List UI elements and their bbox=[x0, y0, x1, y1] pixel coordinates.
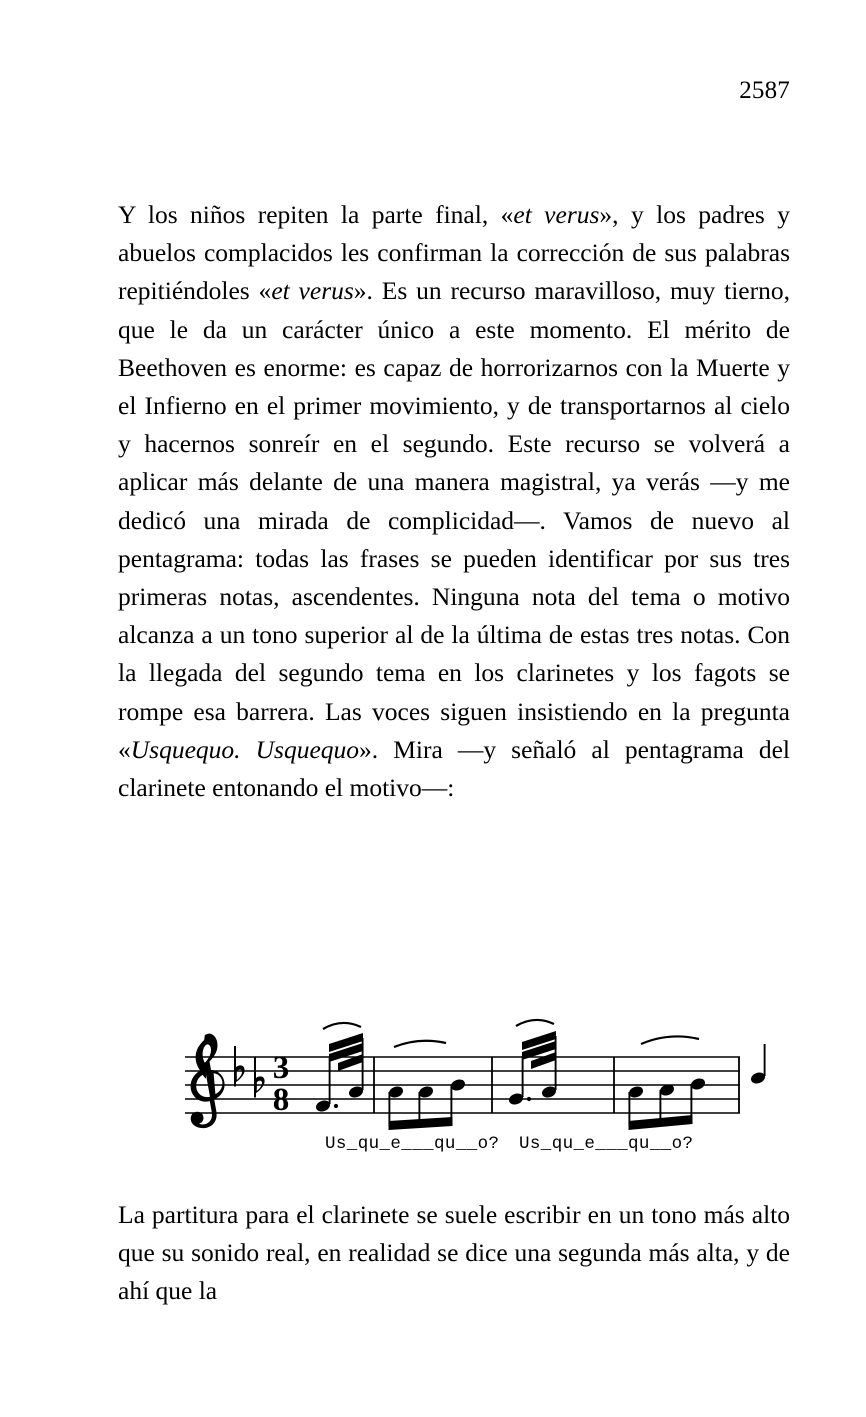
paragraph-segment-c: ». Es un recurso maravilloso, muy tierno, que le da un carácter único a este momento. El mérito de Beethoven es enorme: es capaz de horrorizarnos con la Muerte y el Infierno en el primer movimiento, y de transportarnos al cielo y hacernos sonreír en el segundo. Este recurso se volverá a aplicar más delante de una manera magistral, ya verás —y me dedicó una mirada de complicidad—. Vamos de nuevo al pentagrama: todas las frases se pueden identificar por sus tres primeras notas, ascendentes. Ninguna nota del tema o motivo alcanza a un tono superior al de la última de estas tres notas. Con la llegada del segundo tema en los clarinetes y los fagots se rompe esa barrera. Las voces siguen insistiendo en la pregunta « bbox=[118, 276, 790, 764]
paragraph-segment-b: », y los padres y abuelos complacidos les confirman la corrección de sus palabras repitiéndoles « bbox=[118, 200, 790, 306]
italic-phrase-usquequo: Usquequo. Usquequo bbox=[130, 734, 360, 764]
lyric-phrase-2: Us_qu_e___qu__o? bbox=[519, 1134, 694, 1154]
time-signature-denominator: 8 bbox=[272, 1082, 290, 1118]
slur-measure-3 bbox=[516, 1020, 554, 1026]
time-signature bbox=[273, 1050, 290, 1118]
page-number: 2587 bbox=[739, 77, 790, 104]
lyric-phrase-1: Us_qu_e___qu__o? bbox=[325, 1134, 500, 1154]
note-m2-1 bbox=[387, 1085, 404, 1126]
body-text-block bbox=[118, 196, 790, 807]
note-m4-final bbox=[749, 1044, 766, 1085]
music-notation-figure bbox=[118, 1000, 790, 1170]
paragraph-first bbox=[118, 196, 790, 807]
paragraph-last: La partitura para el clarinete se suele escribir en un tono más alto que su sonido real, en realidad se dice una segunda más alta, y de ahí que la bbox=[118, 1200, 790, 1306]
body-text-block-2 bbox=[118, 1196, 790, 1311]
slur-measure-1 bbox=[323, 1023, 361, 1029]
italic-phrase-et-verus-2: et verus bbox=[271, 276, 354, 306]
italic-phrase-et-verus-1: et verus bbox=[513, 200, 600, 229]
musical-staff bbox=[118, 1000, 790, 1170]
slur-measure-2 bbox=[394, 1041, 446, 1047]
note-m3-1 bbox=[507, 1056, 531, 1106]
lyrics-row bbox=[325, 1134, 693, 1154]
paragraph-segment-d: ». Mira —y señaló al pentagrama del clarinete entonando el motivo—: bbox=[118, 734, 790, 803]
beams-measure-1 bbox=[329, 1033, 363, 1071]
time-signature-numerator: 3 bbox=[272, 1050, 290, 1086]
beam-measure-2 bbox=[389, 1117, 453, 1130]
beams-measure-3 bbox=[522, 1031, 556, 1069]
note-m2-3 bbox=[449, 1078, 466, 1122]
paragraph-segment-a: Y los niños repiten la parte final, « bbox=[118, 200, 514, 229]
slur-measure-4 bbox=[641, 1036, 699, 1044]
